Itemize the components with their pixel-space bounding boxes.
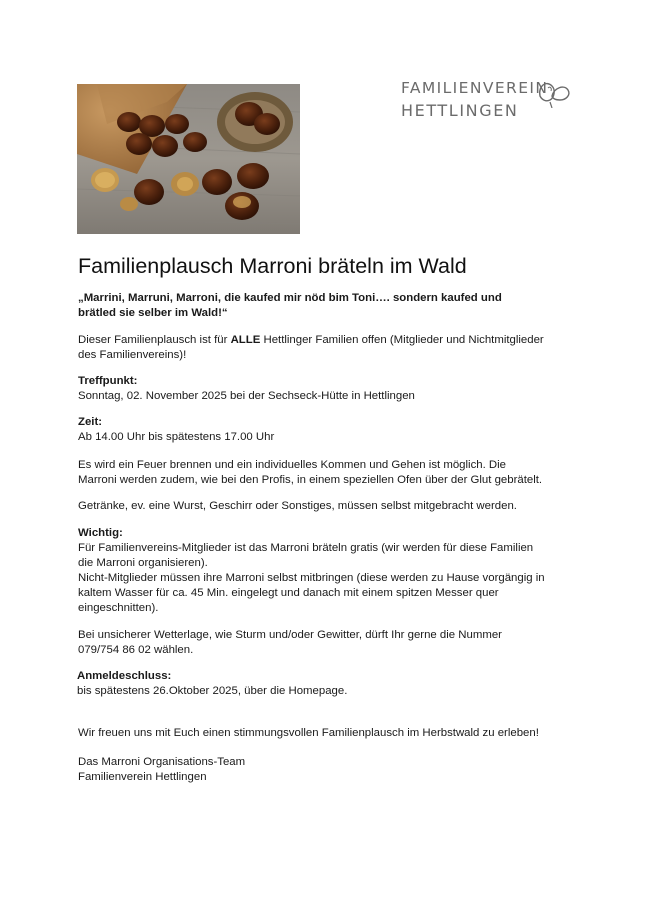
wichtig-heading: Wichtig:	[78, 527, 123, 539]
getraenke-text: Getränke, ev. eine Wurst, Geschirr oder Sonstiges, müssen selbst mitgebracht werden.	[78, 500, 517, 512]
wichtig-line5: eingeschnitten).	[78, 602, 159, 614]
anmeldeschluss-heading: Anmeldeschluss:	[77, 670, 172, 682]
quote-line1: „Marrini, Marruni, Marroni, die kaufed mir nöd bim Toni…. sondern kaufed und	[78, 292, 502, 304]
intro-bold-alle: ALLE	[230, 334, 261, 346]
feuer-line2: Marroni werden zudem, wie bei den Profis, in einem speziellen Ofen über der Glut gebrätelt.	[78, 474, 543, 486]
wichtig-line4: kaltem Wasser für ca. 45 Min. eingelegt und danach mit einem spitzen Messer quer	[78, 587, 499, 599]
signature-line1: Das Marroni Organisations-Team	[78, 756, 246, 768]
wetter-line1: Bei unsicherer Wetterlage, wie Sturm und/oder Gewitter, dürft Ihr gerne die Nummer	[78, 629, 502, 641]
page-title: Familienplausch Marroni bräteln im Wald	[78, 254, 467, 278]
zeit-heading: Zeit:	[78, 416, 103, 428]
intro-line1	[78, 333, 578, 348]
intro-text-end: Hettlinger Familien offen (Mitglieder und Nichtmitglieder	[260, 334, 544, 346]
chestnuts-illustration	[77, 84, 300, 234]
anmeldeschluss-text: bis spätestens 26.Oktober 2025, über die Homepage.	[77, 685, 348, 697]
chestnuts-photo	[77, 84, 300, 234]
intro-line2: des Familienvereins)!	[78, 349, 187, 361]
intro-text-start: Dieser Familienplausch ist für	[78, 334, 231, 346]
logo-line2: HETTLINGEN	[401, 101, 519, 120]
freuen-text: Wir freuen uns mit Euch einen stimmungsvollen Familienplausch im Herbstwald zu erleben!	[78, 727, 539, 739]
treffpunkt-heading: Treffpunkt:	[78, 375, 138, 387]
butterfly-icon	[536, 78, 576, 108]
logo-line1: FAMILIENVEREIN	[401, 79, 549, 97]
familienverein-logo	[401, 78, 581, 124]
quote-line2: brätled sie selber im Wald!“	[78, 307, 228, 319]
treffpunkt-text: Sonntag, 02. November 2025 bei der Sechseck-Hütte in Hettlingen	[78, 390, 415, 402]
zeit-text: Ab 14.00 Uhr bis spätestens 17.00 Uhr	[78, 431, 275, 443]
signature-line2: Familienverein Hettlingen	[78, 771, 207, 783]
wichtig-line2: die Marroni organisieren).	[78, 557, 208, 569]
feuer-line1: Es wird ein Feuer brennen und ein individuelles Kommen und Gehen ist möglich. Die	[78, 459, 507, 471]
wetter-line2: 079/754 86 02 wählen.	[78, 644, 194, 656]
wichtig-line1: Für Familienvereins-Mitglieder ist das Marroni bräteln gratis (wir werden für diese Familien	[78, 542, 534, 554]
wichtig-line3: Nicht-Mitglieder müssen ihre Marroni selbst mitbringen (diese werden zu Hause vorgängig in	[78, 572, 545, 584]
